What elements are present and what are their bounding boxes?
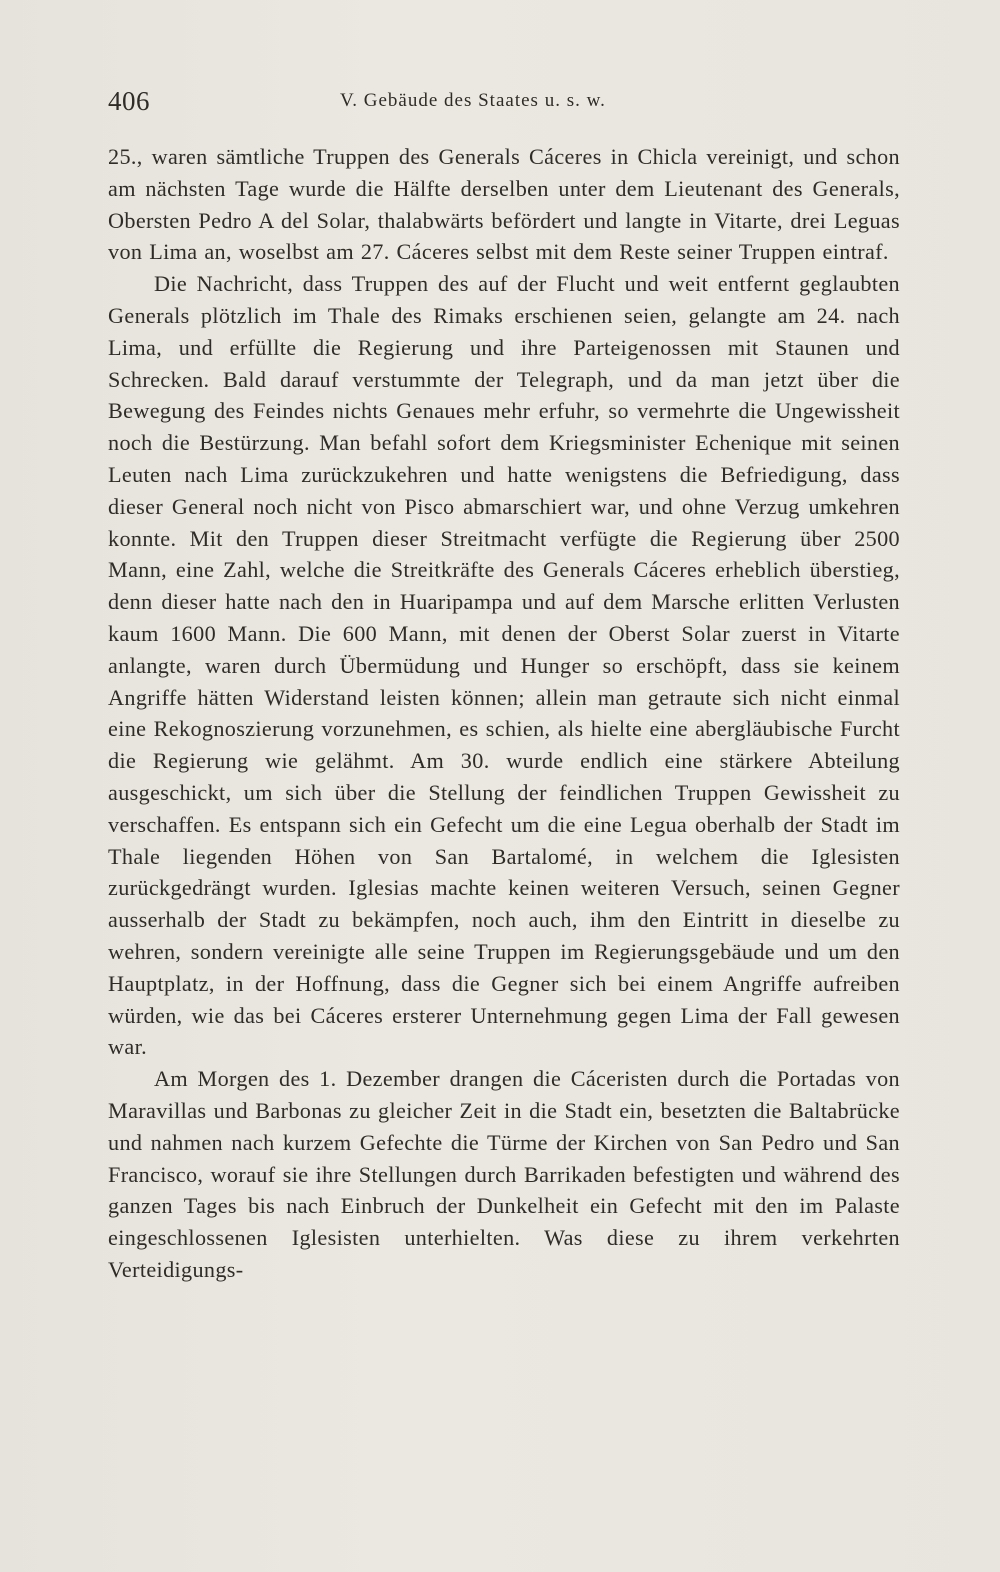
running-head: V. Gebäude des Staates u. s. w. [340, 90, 606, 111]
paragraph: Die Nachricht, dass Truppen des auf der Flucht und weit entfernt geglaubten Generals plötzlich im Thale des Rimaks erschienen seien, gelangte am 24. nach Lima, und erfüllte die Regierung und ihre Parteigenossen mit Staunen und Schrecken. Bald darauf verstummte der Telegraph, und da man jetzt über die Bewegung des Feindes nichts Genaues mehr erfuhr, so vermehrte die Ungewissheit noch die Bestürzung. Man befahl sofort dem Kriegsminister Echenique mit seinen Leuten nach Lima zurückzukehren und hatte wenigstens die Befriedigung, dass dieser General noch nicht von Pisco abmarschiert war, und ohne Verzug umkehren konnte. Mit den Truppen dieser Streitmacht verfügte die Regierung über 2500 Mann, eine Zahl, welche die Streitkräfte des Generals Cáceres erheblich überstieg, denn dieser hatte nach den in Huaripampa und auf dem Marsche erlitten Verlusten kaum 1600 Mann. Die 600 Mann, mit denen der Oberst Solar zuerst in Vitarte anlangte, waren durch Übermüdung und Hunger so erschöpft, dass sie keinem Angriffe hätten Widerstand leisten können; allein man getraute sich nicht einmal eine Rekognoszierung vorzunehmen, es schien, als hielte eine abergläubische Furcht die Regierung wie gelähmt. Am 30. wurde endlich eine stärkere Abteilung ausgeschickt, um sich über die Stellung der feindlichen Truppen Gewissheit zu verschaffen. Es entspann sich ein Gefecht um die eine Legua oberhalb der Stadt im Thale liegenden Höhen von San Bartalomé, in welchem die Iglesisten zurückgedrängt wurden. Iglesias machte keinen weiteren Versuch, seinen Gegner ausserhalb der Stadt zu bekämpfen, noch auch, ihm den Eintritt in dieselbe zu wehren, sondern vereinigte alle seine Truppen im Regierungsgebäude und um den Hauptplatz, in der Hoffnung, dass die Gegner sich bei einem Angriffe aufreiben würden, wie das bei Cáceres ersterer Unternehmung gegen Lima der Fall gewesen war. [108, 271, 900, 1060]
page-number: 406 [108, 86, 150, 116]
paragraph: Am Morgen des 1. Dezember drangen die Cáceristen durch die Portadas von Maravillas und Barbonas zu gleicher Zeit in die Stadt ein, besetzten die Baltabrücke und nahmen nach kurzem Gefechte die Türme der Kirchen von San Pedro und San Francisco, worauf sie ihre Stellungen durch Barrikaden befestigten und während des ganzen Tages bis nach Einbruch der Dunkelheit ein Gefecht mit den im Palaste eingeschlossenen Iglesisten unterhielten. Was diese zu ihrem verkehrten Verteidigungs- [108, 1066, 900, 1282]
page-header [108, 86, 900, 118]
paragraph-continued: 25., waren sämtliche Truppen des Generals Cáceres in Chicla vereinigt, und schon am nächsten Tage wurde die Hälfte derselben unter dem Lieutenant des Generals, Obersten Pedro A del Solar, thalabwärts befördert und langte in Vitarte, drei Leguas von Lima an, woselbst am 27. Cáceres selbst mit dem Reste seiner Truppen eintraf. [108, 144, 900, 265]
body-text [108, 141, 900, 1286]
